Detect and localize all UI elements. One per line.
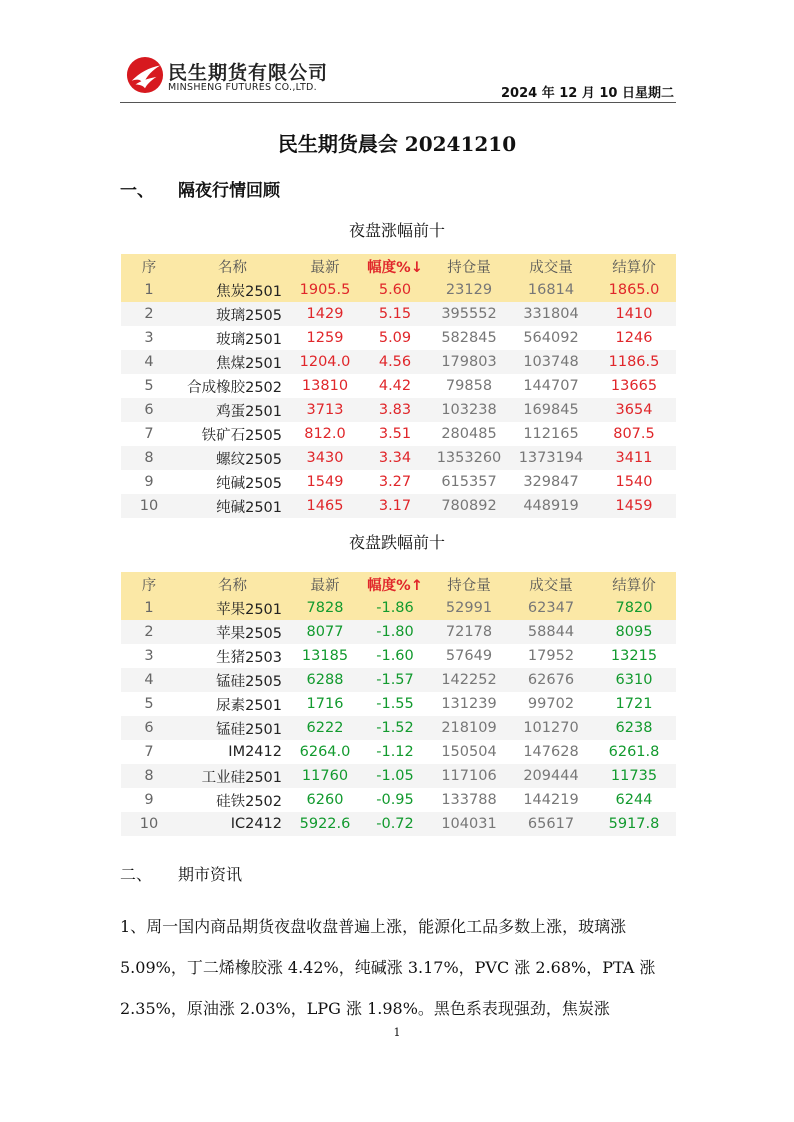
- news-paragraph: [120, 906, 676, 1029]
- table-row[interactable]: 5 合成橡胶2502 13810 4.42 79858 144707 13665: [121, 374, 676, 398]
- table-row[interactable]: 1 焦炭2501 1905.5 5.60 23129 16814 1865.0: [121, 278, 676, 302]
- header-date: 2024 年 12 月 10 日星期二: [501, 86, 674, 101]
- table-row[interactable]: 3 生猪2503 13185 -1.60 57649 17952 13215: [121, 644, 676, 668]
- table-row[interactable]: 3 玻璃2501 1259 5.09 582845 564092 1246: [121, 326, 676, 350]
- losers-table-title: 夜盘跌幅前十: [348, 533, 445, 552]
- col-header-settle: 结算价: [592, 254, 676, 278]
- section-number: 二、: [120, 865, 153, 884]
- table-row[interactable]: 1 苹果2501 7828 -1.86 52991 62347 7820: [121, 596, 676, 620]
- company-logo-icon: [126, 56, 164, 94]
- company-name-en: MINSHENG FUTURES CO.,LTD.: [168, 82, 317, 93]
- col-header-latest: 最新: [288, 254, 362, 278]
- table-header-row: [121, 254, 676, 278]
- col-header-change[interactable]: 幅度%↑: [362, 572, 428, 596]
- gainers-table: [121, 254, 676, 518]
- col-header-latest: 最新: [288, 572, 362, 596]
- table-row[interactable]: 9 硅铁2502 6260 -0.95 133788 144219 6244: [121, 788, 676, 812]
- page-header: [120, 52, 676, 103]
- col-header-settle: 结算价: [592, 572, 676, 596]
- table-row[interactable]: 10 IC2412 5922.6 -0.72 104031 65617 5917.8: [121, 812, 676, 836]
- table-row[interactable]: 10 纯碱2501 1465 3.17 780892 448919 1459: [121, 494, 676, 518]
- table-row[interactable]: 6 鸡蛋2501 3713 3.83 103238 169845 3654: [121, 398, 676, 422]
- gainers-table-title: 夜盘涨幅前十: [348, 221, 445, 240]
- section-heading-2: [120, 862, 242, 885]
- table-row[interactable]: 4 锰硅2505 6288 -1.57 142252 62676 6310: [121, 668, 676, 692]
- section-number: 一、: [120, 181, 154, 201]
- col-header-name: 名称: [177, 572, 288, 596]
- col-header-change[interactable]: 幅度%↓: [362, 254, 428, 278]
- table-row[interactable]: 7 铁矿石2505 812.0 3.51 280485 112165 807.5: [121, 422, 676, 446]
- page-number: 1: [393, 1026, 401, 1039]
- table-row[interactable]: 8 螺纹2505 3430 3.34 1353260 1373194 3411: [121, 446, 676, 470]
- table-row[interactable]: 5 尿素2501 1716 -1.55 131239 99702 1721: [121, 692, 676, 716]
- col-header-index: 序: [121, 254, 177, 278]
- document-title: 民生期货晨会 20241210: [277, 132, 517, 156]
- table-row[interactable]: 4 焦煤2501 1204.0 4.56 179803 103748 1186.5: [121, 350, 676, 374]
- table-row[interactable]: 7 IM2412 6264.0 -1.12 150504 147628 6261.8: [121, 740, 676, 764]
- table-row[interactable]: 9 纯碱2505 1549 3.27 615357 329847 1540: [121, 470, 676, 494]
- section-heading-1: [120, 176, 280, 201]
- sort-down-icon: ↓: [410, 259, 423, 276]
- news-item-1: 1、周一国内商品期货夜盘收盘普遍上涨，能源化工品多数上涨，玻璃涨 5.09%，丁二烯橡胶涨 4.42%，纯碱涨 3.17%，PVC 涨 2.68%，PTA 涨 2.35%，原油涨 2.03%，LPG 涨 1.98%。黑色系表现强劲，焦炭涨: [120, 917, 656, 1018]
- section-title: 隔夜行情回顾: [178, 181, 280, 201]
- company-name-cn: 民生期货有限公司: [168, 62, 329, 84]
- table-header-row: [121, 572, 676, 596]
- col-header-index: 序: [121, 572, 177, 596]
- table-row[interactable]: 6 锰硅2501 6222 -1.52 218109 101270 6238: [121, 716, 676, 740]
- col-header-name: 名称: [177, 254, 288, 278]
- section-title: 期市资讯: [178, 865, 243, 884]
- col-header-open-interest: 持仓量: [428, 572, 510, 596]
- col-header-open-interest: 持仓量: [428, 254, 510, 278]
- sort-up-icon: ↑: [410, 577, 423, 594]
- losers-table: [121, 572, 676, 836]
- col-header-volume: 成交量: [510, 572, 592, 596]
- table-row[interactable]: 2 苹果2505 8077 -1.80 72178 58844 8095: [121, 620, 676, 644]
- col-header-volume: 成交量: [510, 254, 592, 278]
- table-row[interactable]: 8 工业硅2501 11760 -1.05 117106 209444 11735: [121, 764, 676, 788]
- table-row[interactable]: 2 玻璃2505 1429 5.15 395552 331804 1410: [121, 302, 676, 326]
